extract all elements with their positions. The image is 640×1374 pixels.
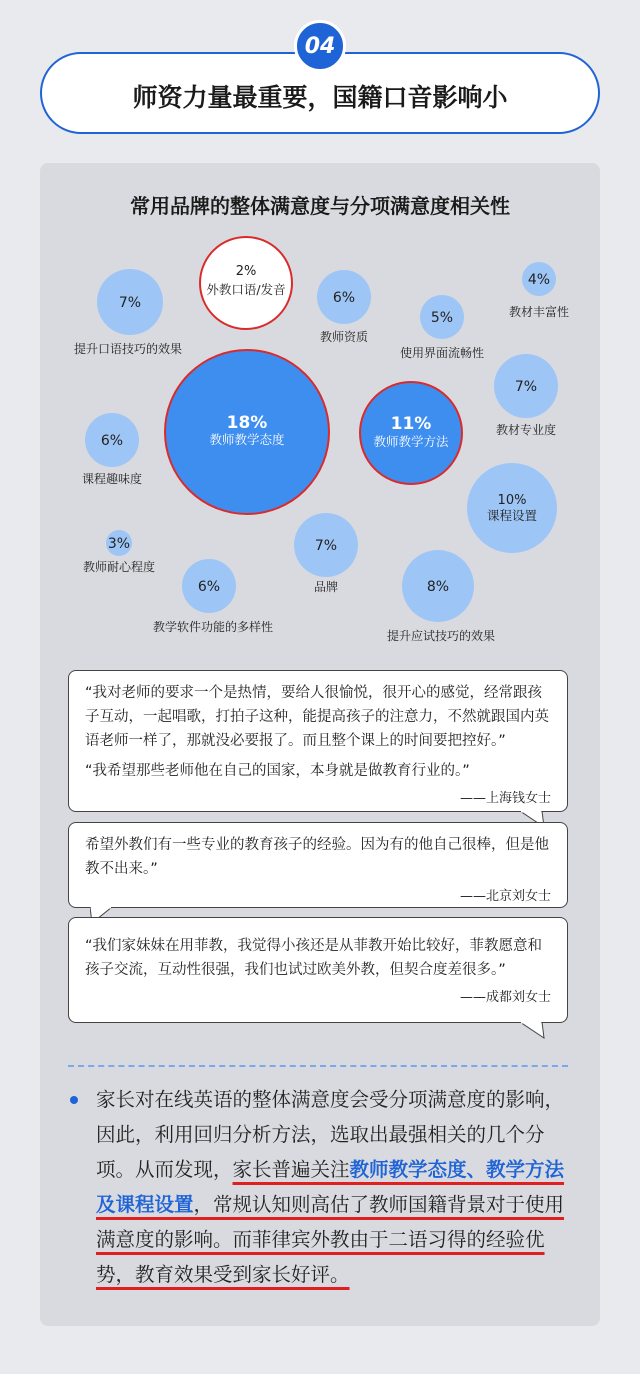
summary-text: 家长对在线英语的整体满意度会受分项满意度的影响，因此，利用回归分析方法，选取出最强相关的几个分项。从而发现， — [96, 1088, 565, 1181]
bubble-label: 教材专业度 — [495, 423, 557, 437]
bubble — [494, 354, 558, 437]
bubble — [509, 262, 569, 319]
bubble — [400, 295, 484, 360]
section-number-badge: 04 — [294, 20, 346, 72]
bubble — [82, 413, 142, 486]
bubble-value: 6% — [100, 433, 124, 449]
bubble-label: 外教口语/发音 — [206, 282, 286, 297]
chart-title: 常用品牌的整体满意度与分项满意度相关性 — [130, 194, 510, 218]
bubble-label: 提升应试技巧的效果 — [386, 629, 496, 643]
bubble-label: 教学软件功能的多样性 — [152, 620, 274, 634]
bubble-value: 11% — [390, 414, 432, 434]
bubble — [387, 550, 495, 643]
bubble-value: 3% — [107, 536, 131, 552]
bubble-value: 18% — [226, 413, 268, 433]
summary-highlight: 教师教学态度、教学方法及课程设置 — [96, 1158, 565, 1216]
bubble-value: 7% — [514, 379, 538, 395]
quote-text: 希望外教们有一些专业的教育孩子的经验。因为有的他自己很棒，但是他教不出来。” — [85, 837, 549, 877]
bubble-label: 课程趣味度 — [81, 472, 143, 486]
bubble-value: 2% — [235, 264, 257, 279]
bubble — [467, 463, 557, 553]
bubble-value: 8% — [426, 579, 450, 595]
bubble — [360, 382, 462, 484]
summary-text: ，常规认知则高估了教师国籍背景对于使用满意度的影响。而菲律宾外教由于二语习得的经验优势，教育效果受到家长好评。 — [96, 1193, 565, 1286]
quote-tail — [520, 1022, 550, 1042]
bubble-chart — [0, 0, 640, 660]
dashed-divider — [68, 1065, 568, 1067]
summary-text: 家长普遍关注 — [232, 1158, 350, 1181]
quote-text: “我们家妹妹在用菲教，我觉得小孩还是从菲教开始比较好，菲教愿意和孩子交流，互动性很强，我们也试过欧美外教，但契合度差很多。” — [85, 938, 543, 978]
quote-signature: ——上海钱女士 — [459, 791, 551, 806]
bubble-label: 提升口语技巧的效果 — [73, 342, 183, 356]
quote-signature: ——成都刘女士 — [459, 990, 551, 1005]
bubble — [83, 530, 155, 574]
summary-paragraph — [96, 1082, 576, 1292]
quote-card — [68, 822, 568, 908]
bubble-value: 7% — [314, 538, 338, 554]
quote-card — [68, 670, 568, 812]
bubble-value: 10% — [497, 493, 527, 508]
bubble-value: 5% — [430, 310, 454, 326]
bubble-label: 教师耐心程度 — [82, 560, 156, 574]
quote-text: “我对老师的要求一个是热情，要给人很愉悦，很开心的感觉，经常跟孩子互动，一起唱歌，打拍子这种，能提高孩子的注意力，不然就跟国内英语老师一样了，那就没必要报了。而且整个课上的时间要把控好。” — [85, 685, 549, 749]
bubble-label: 课程设置 — [486, 508, 538, 523]
bubble — [165, 350, 329, 514]
bubble — [200, 237, 292, 329]
bubble-value: 6% — [197, 579, 221, 595]
bubble-label: 教师教学态度 — [209, 432, 285, 447]
section-title: 师资力量最重要，国籍口音影响小 — [40, 52, 600, 134]
quote-signature: ——北京刘女士 — [459, 889, 551, 904]
bubble — [317, 270, 371, 344]
bubble — [153, 559, 273, 634]
bubble-value: 4% — [527, 272, 551, 288]
bubble-label: 教师资质 — [319, 330, 369, 344]
bullet-dot — [70, 1096, 78, 1104]
quote-text: “我希望那些老师他在自己的国家，本身就是做教育行业的。” — [85, 763, 470, 779]
bubble-label: 教师教学方法 — [373, 434, 449, 449]
bubble-label: 教材丰富性 — [508, 305, 570, 319]
bubble-value: 6% — [332, 290, 356, 306]
bubble — [294, 513, 358, 594]
bubble-label: 品牌 — [313, 580, 339, 594]
bubble-label: 使用界面流畅性 — [399, 346, 485, 360]
quote-card — [68, 917, 568, 1023]
bubble-value: 7% — [118, 295, 142, 311]
bubble — [74, 269, 182, 356]
